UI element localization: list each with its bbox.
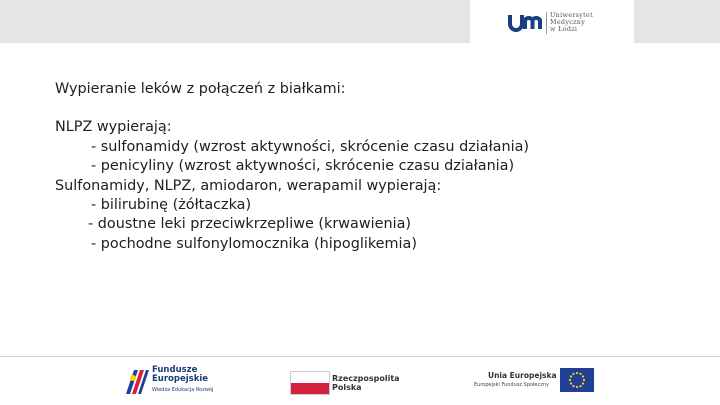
spacer (55, 99, 695, 118)
poland-logo (290, 368, 410, 398)
list-item: - penicyliny (wzrost aktywności, skrócenie czasu działania) (91, 158, 515, 175)
university-logo (470, 0, 634, 43)
um-logo-icon (508, 9, 542, 35)
list-heading-nlpz: NLPZ wypierają: (55, 119, 172, 136)
list-heading-sulfonamides: Sulfonamidy, NLPZ, amiodaron, werapamil wypierają: (55, 177, 442, 194)
list-item: - sulfonamidy (wzrost aktywności, skrócenie czasu działania) (91, 138, 530, 155)
poland-title-1: Rzeczpospolita (332, 374, 400, 383)
slide-content (55, 80, 695, 254)
poland-title-2: Polska (332, 383, 362, 392)
eu-funds-logo (124, 364, 234, 398)
list-item: - pochodne sulfonylomocznika (hipoglikemia) (91, 235, 417, 252)
slide-heading: Wypieranie leków z połączeń z białkami: (55, 81, 346, 97)
eu-title: Unia Europejska (488, 371, 557, 380)
footer-divider (0, 356, 720, 357)
logo-divider (546, 12, 547, 34)
eu-funds-subtitle: Wiedza Edukacja Rozwój (152, 387, 214, 393)
list-item: - bilirubinę (żółtaczka) (91, 197, 252, 214)
eu-logo (474, 368, 598, 398)
eu-funds-logo-icon (124, 366, 150, 396)
eu-funds-title-2: Europejskie (152, 374, 209, 384)
eu-subtitle: Europejski Fundusz Społeczny (474, 382, 549, 388)
list-item: - doustne leki przeciwkrzepliwe (krwawienia) (88, 216, 412, 233)
eu-funds-title-1: Fundusze (152, 365, 198, 375)
eu-flag-icon (560, 368, 594, 392)
poland-flag-icon (290, 371, 330, 395)
university-name: Uniwersytet Medyczny w Łodzi (550, 11, 593, 34)
